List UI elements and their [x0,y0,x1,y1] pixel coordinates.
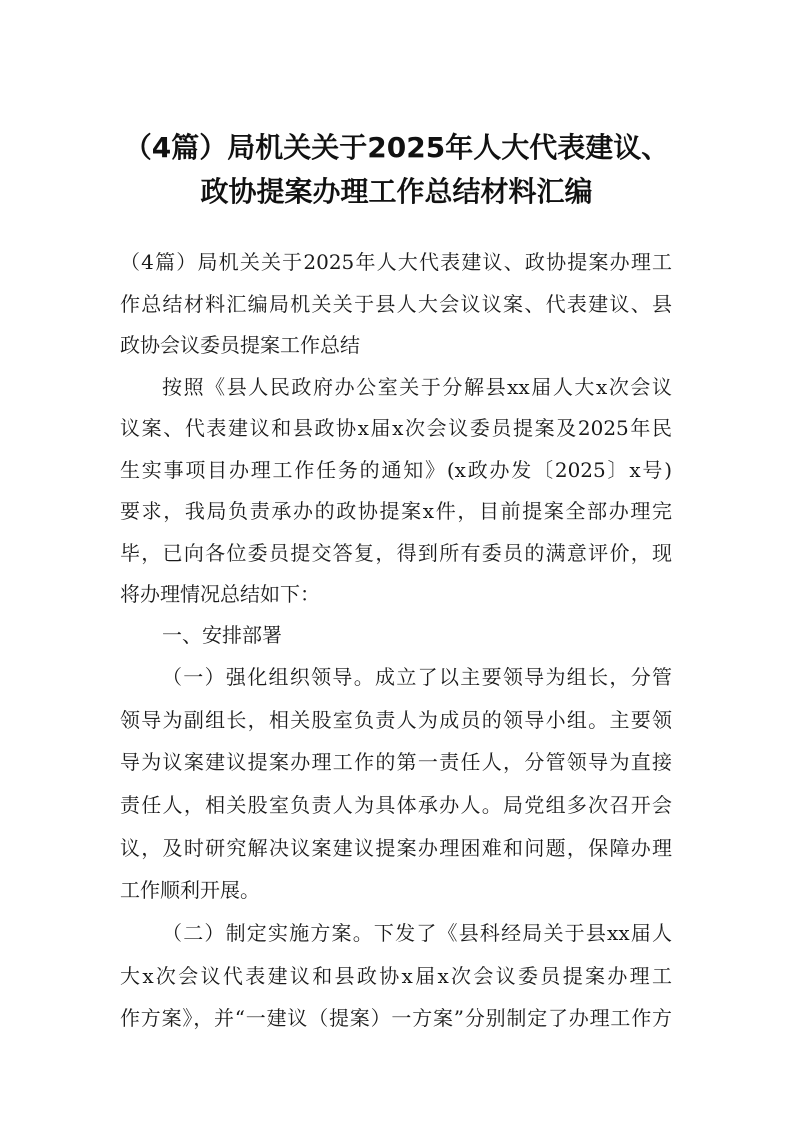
section-heading: 一、安排部署 [162,623,282,647]
document-title-line-1: （4篇）局机关关于2025年人大代表建议、 [123,131,670,164]
body-line: （4篇）局机关关于2025年人大代表建议、政协提案办理工 [120,250,672,274]
body-line: 议案、代表建议和县政协x届x次会议委员提案及2025年民 [120,416,672,440]
body-line: 将办理情况总结如下： [120,582,320,606]
document-title-line-2: 政协提案办理工作总结材料汇编 [200,175,593,208]
body-line: 工作顺利开展。 [120,878,260,902]
body-line: 毕，已向各位委员提交答复，得到所有委员的满意评价，现 [120,541,672,565]
body-line: （一）强化组织领导。成立了以主要领导为组长，分管 [162,665,672,689]
body-line: （二）制定实施方案。下发了《县科经局关于县xx届人 [162,921,672,945]
body-line: 政协会议委员提案工作总结 [120,333,360,357]
body-line: 作总结材料汇编局机关关于县人大会议议案、代表建议、县 [120,292,672,316]
body-line: 作方案》，并“一建议（提案）一方案”分别制定了办理工作方 [120,1006,672,1030]
body-line: 导为议案建议提案办理工作的第一责任人，分管领导为直接 [120,750,672,774]
body-line: 按照《县人民政府办公室关于分解县xx届人大x次会议 [162,375,672,399]
body-line: 生实事项目办理工作任务的通知》(x政办发〔2025〕x号) [120,458,672,482]
body-line: 要求，我局负责承办的政协提案x件，目前提案全部办理完 [120,499,672,523]
body-line: 大x次会议代表建议和县政协x届x次会议委员提案办理工 [120,964,672,988]
body-line: 议，及时研究解决议案建议提案办理困难和问题，保障办理 [120,836,672,860]
body-line: 领导为副组长，相关股室负责人为成员的领导小组。主要领 [120,708,672,732]
body-line: 责任人，相关股室负责人为具体承办人。局党组多次召开会 [120,793,672,817]
